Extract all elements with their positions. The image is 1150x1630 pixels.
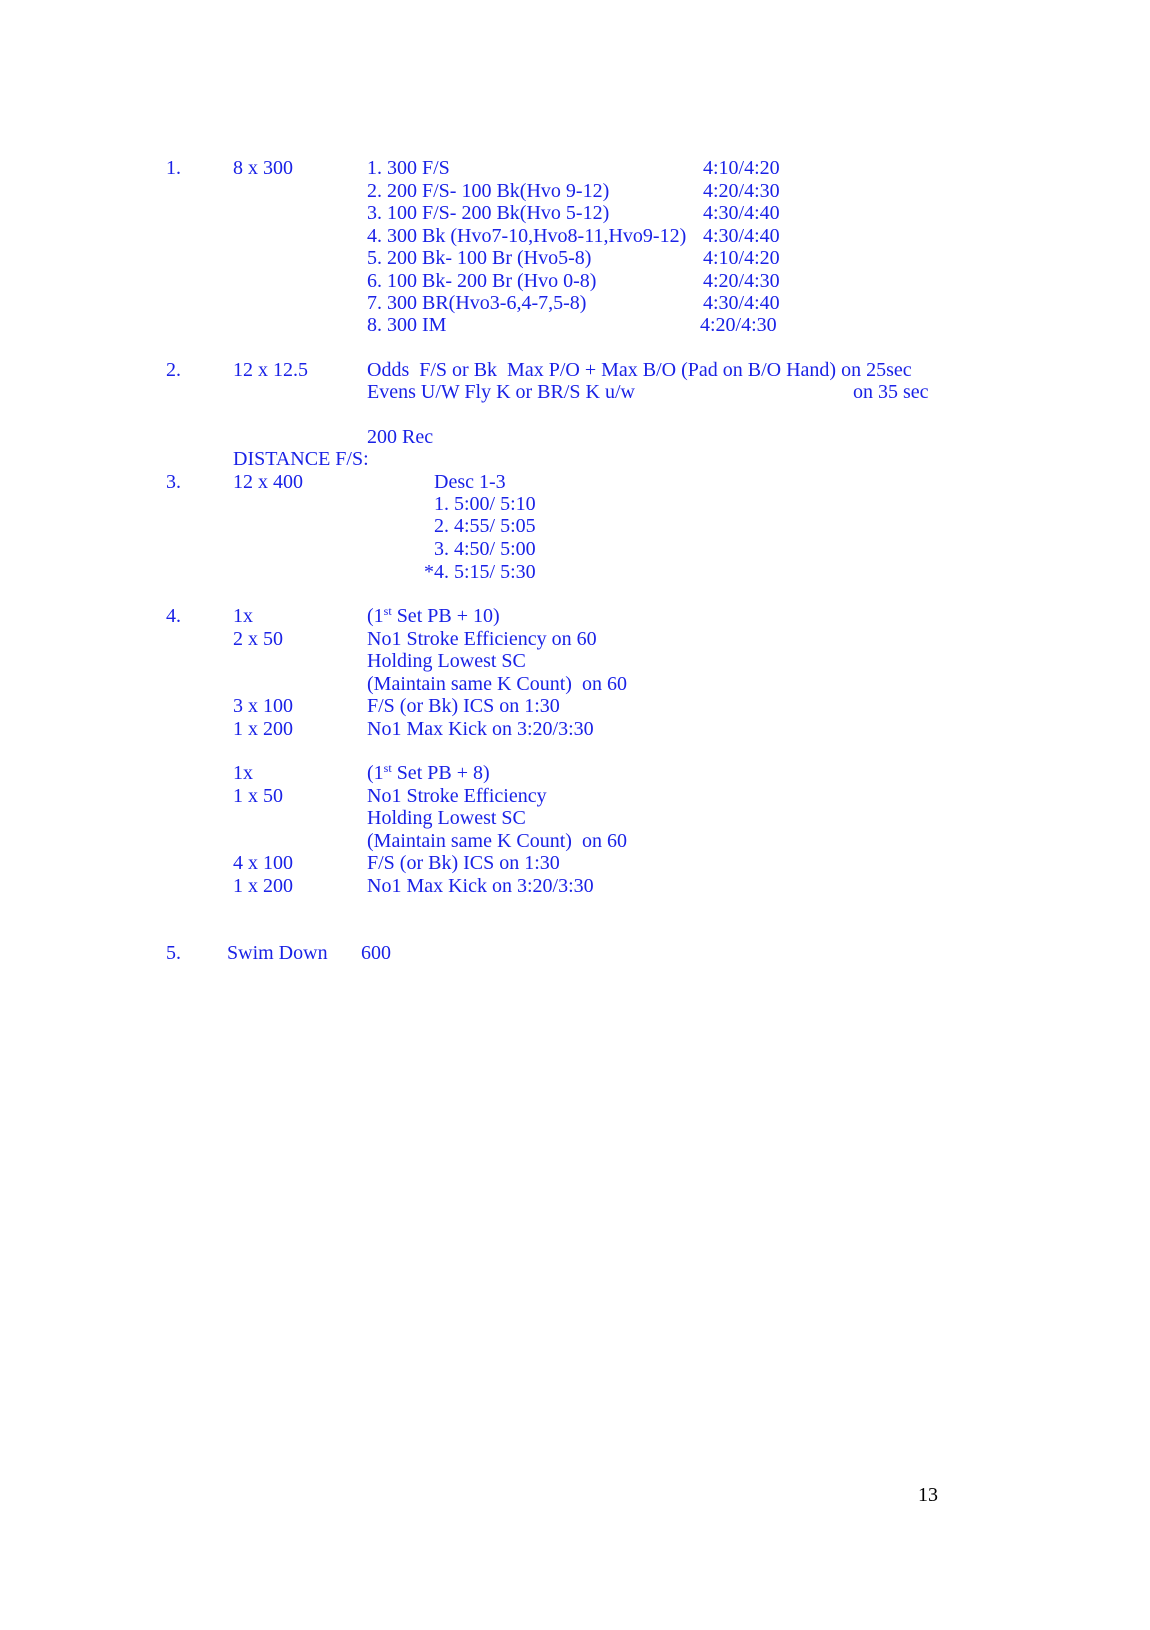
set-number: 3. [166, 471, 181, 493]
set-reps: 1 x 50 [233, 785, 283, 807]
set-item-desc: 3. 100 F/S- 200 Bk(Hvo 5-12) [367, 202, 610, 224]
set-reps: 2 x 50 [233, 628, 283, 650]
set-item-time: 4:30/4:40 [703, 202, 780, 224]
set-desc: (Maintain same K Count) on 60 [367, 830, 627, 852]
evens-instruction: Evens U/W Fly K or BR/S K u/w [367, 381, 635, 403]
swim-down-label: Swim Down [227, 942, 328, 964]
set-item-desc: 1. 300 F/S [367, 157, 450, 179]
set-item-desc: 6. 100 Bk- 200 Br (Hvo 0-8) [367, 270, 597, 292]
set-desc: No1 Max Kick on 3:20/3:30 [367, 718, 594, 740]
set-item-time: 4:20/4:30 [703, 270, 780, 292]
set-item-desc: 7. 300 BR(Hvo3-6,4-7,5-8) [367, 292, 587, 314]
set-item-desc: 2. 200 F/S- 100 Bk(Hvo 9-12) [367, 180, 610, 202]
pb-target [367, 606, 500, 626]
evens-interval: on 35 sec [853, 381, 929, 403]
set-reps: 1x [233, 762, 253, 784]
set-item-time: 4:30/4:40 [703, 225, 780, 247]
set-reps: 8 x 300 [233, 157, 293, 179]
interval-item: *4. 5:15/ 5:30 [424, 561, 536, 583]
set-reps: 3 x 100 [233, 695, 293, 717]
set-reps: 12 x 12.5 [233, 359, 308, 381]
set-reps: 4 x 100 [233, 852, 293, 874]
pb-target-pre: (1 [367, 605, 384, 627]
pb-target [367, 763, 490, 783]
interval-item: 3. 4:50/ 5:00 [434, 538, 536, 560]
pb-target-sup: st [383, 761, 392, 775]
set-item-time: 4:30/4:40 [703, 292, 780, 314]
interval-item: 1. 5:00/ 5:10 [434, 493, 536, 515]
set-reps: 1 x 200 [233, 718, 293, 740]
set-desc: No1 Stroke Efficiency [367, 785, 547, 807]
section-heading: DISTANCE F/S: [233, 448, 369, 470]
set-desc: Holding Lowest SC [367, 650, 526, 672]
set-reps: 12 x 400 [233, 471, 303, 493]
set-desc: No1 Stroke Efficiency on 60 [367, 628, 597, 650]
set-number: 1. [166, 157, 181, 179]
set-desc: F/S (or Bk) ICS on 1:30 [367, 695, 560, 717]
set-item-time: 4:20/4:30 [700, 314, 777, 336]
set-item-time: 4:20/4:30 [703, 180, 780, 202]
set-item-time: 4:10/4:20 [703, 157, 780, 179]
set-desc: No1 Max Kick on 3:20/3:30 [367, 875, 594, 897]
page-number: 13 [918, 1484, 938, 1506]
recovery-swim: 200 Rec [367, 426, 434, 448]
set-number: 4. [166, 605, 181, 627]
set-item-time: 4:10/4:20 [703, 247, 780, 269]
set-reps: 1x [233, 605, 253, 627]
descend-note: Desc 1-3 [434, 471, 506, 493]
odds-instruction: Odds F/S or Bk Max P/O + Max B/O (Pad on B/O Hand) on 25sec [367, 359, 912, 381]
swim-down-distance: 600 [361, 942, 391, 964]
set-desc: F/S (or Bk) ICS on 1:30 [367, 852, 560, 874]
set-reps: 1 x 200 [233, 875, 293, 897]
interval-item: 2. 4:55/ 5:05 [434, 515, 536, 537]
set-number: 5. [166, 942, 181, 964]
set-item-desc: 5. 200 Bk- 100 Br (Hvo5-8) [367, 247, 592, 269]
set-desc: (Maintain same K Count) on 60 [367, 673, 627, 695]
pb-target-sup: st [383, 604, 392, 618]
pb-target-pre: (1 [367, 762, 384, 784]
set-desc: Holding Lowest SC [367, 807, 526, 829]
set-item-desc: 4. 300 Bk (Hvo7-10,Hvo8-11,Hvo9-12) [367, 225, 687, 247]
pb-target-post: Set PB + 8) [391, 762, 490, 784]
set-number: 2. [166, 359, 181, 381]
set-item-desc: 8. 300 IM [367, 314, 447, 336]
pb-target-post: Set PB + 10) [391, 605, 500, 627]
